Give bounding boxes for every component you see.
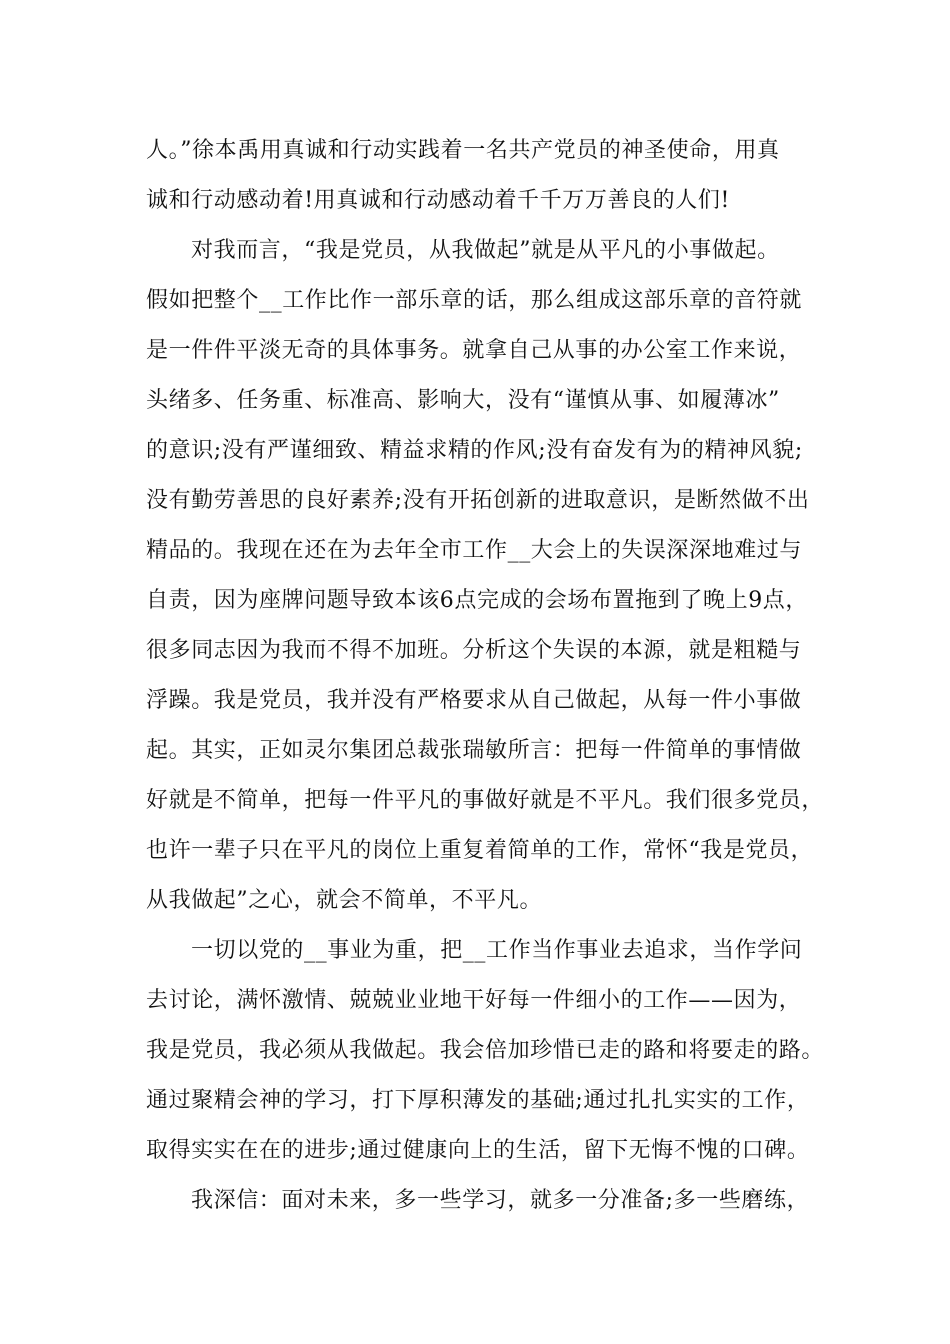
text-line: 自责，因为座牌问题导致本该6点完成的会场布置拖到了晚上9点， [146, 588, 808, 613]
text-line: 取得实实在在的进步;通过健康向上的生活，留下无悔不愧的口碑。 [146, 1138, 810, 1163]
text-line: 假如把整个__工作比作一部乐章的话，那么组成这部乐章的音符就 [146, 288, 803, 313]
text-line: 去讨论，满怀激情、兢兢业业地干好每一件细小的工作——因为， [146, 988, 802, 1013]
text-line: 对我而言，“我是党员，从我做起”就是从平凡的小事做起。 [191, 238, 780, 263]
text-line: 我深信：面对未来，多一些学习，就多一分准备;多一些磨练， [191, 1188, 810, 1213]
text-line: 诚和行动感动着!用真诚和行动感动着千千万万善良的人们! [146, 188, 730, 213]
text-line: 通过聚精会神的学习，打下厚积薄发的基础;通过扎扎实实的工作， [146, 1088, 810, 1113]
text-line: 精品的。我现在还在为去年全市工作__大会上的失误深深地难过与 [146, 538, 803, 563]
text-line: 我是党员，我必须从我做起。我会倍加珍惜已走的路和将要走的路。 [146, 1038, 825, 1063]
text-line: 起。其实，正如灵尔集团总裁张瑞敏所言：把每一件简单的事情做 [146, 738, 802, 763]
text-line: 也许一辈子只在平凡的岗位上重复着简单的工作，常怀“我是党员， [146, 838, 814, 863]
text-line: 是一件件平淡无奇的具体事务。就拿自己从事的办公室工作来说， [146, 338, 802, 363]
text-line: 好就是不简单，把每一件平凡的事做好就是不平凡。我们很多党员， [146, 788, 825, 813]
text-line: 没有勤劳善思的良好素养;没有开拓创新的进取意识，是断然做不出 [146, 488, 810, 513]
text-line: 浮躁。我是党员，我并没有严格要求从自己做起，从每一件小事做 [146, 688, 802, 713]
text-line: 的意识;没有严谨细致、精益求精的作风;没有奋发有为的精神风貌; [146, 438, 803, 463]
text-line: 很多同志因为我而不得不加班。分析这个失误的本源，就是粗糙与 [146, 638, 802, 663]
text-line: 头绪多、任务重、标准高、影响大，没有“谨慎从事、如履薄冰” [146, 388, 780, 413]
text-line: 从我做起”之心，就会不简单，不平凡。 [146, 888, 543, 913]
text-line: 人。”徐本禹用真诚和行动实践着一名共产党员的神圣使命，用真 [146, 138, 780, 163]
text-line: 一切以党的__事业为重，把__工作当作事业去追求，当作学问 [191, 938, 803, 963]
